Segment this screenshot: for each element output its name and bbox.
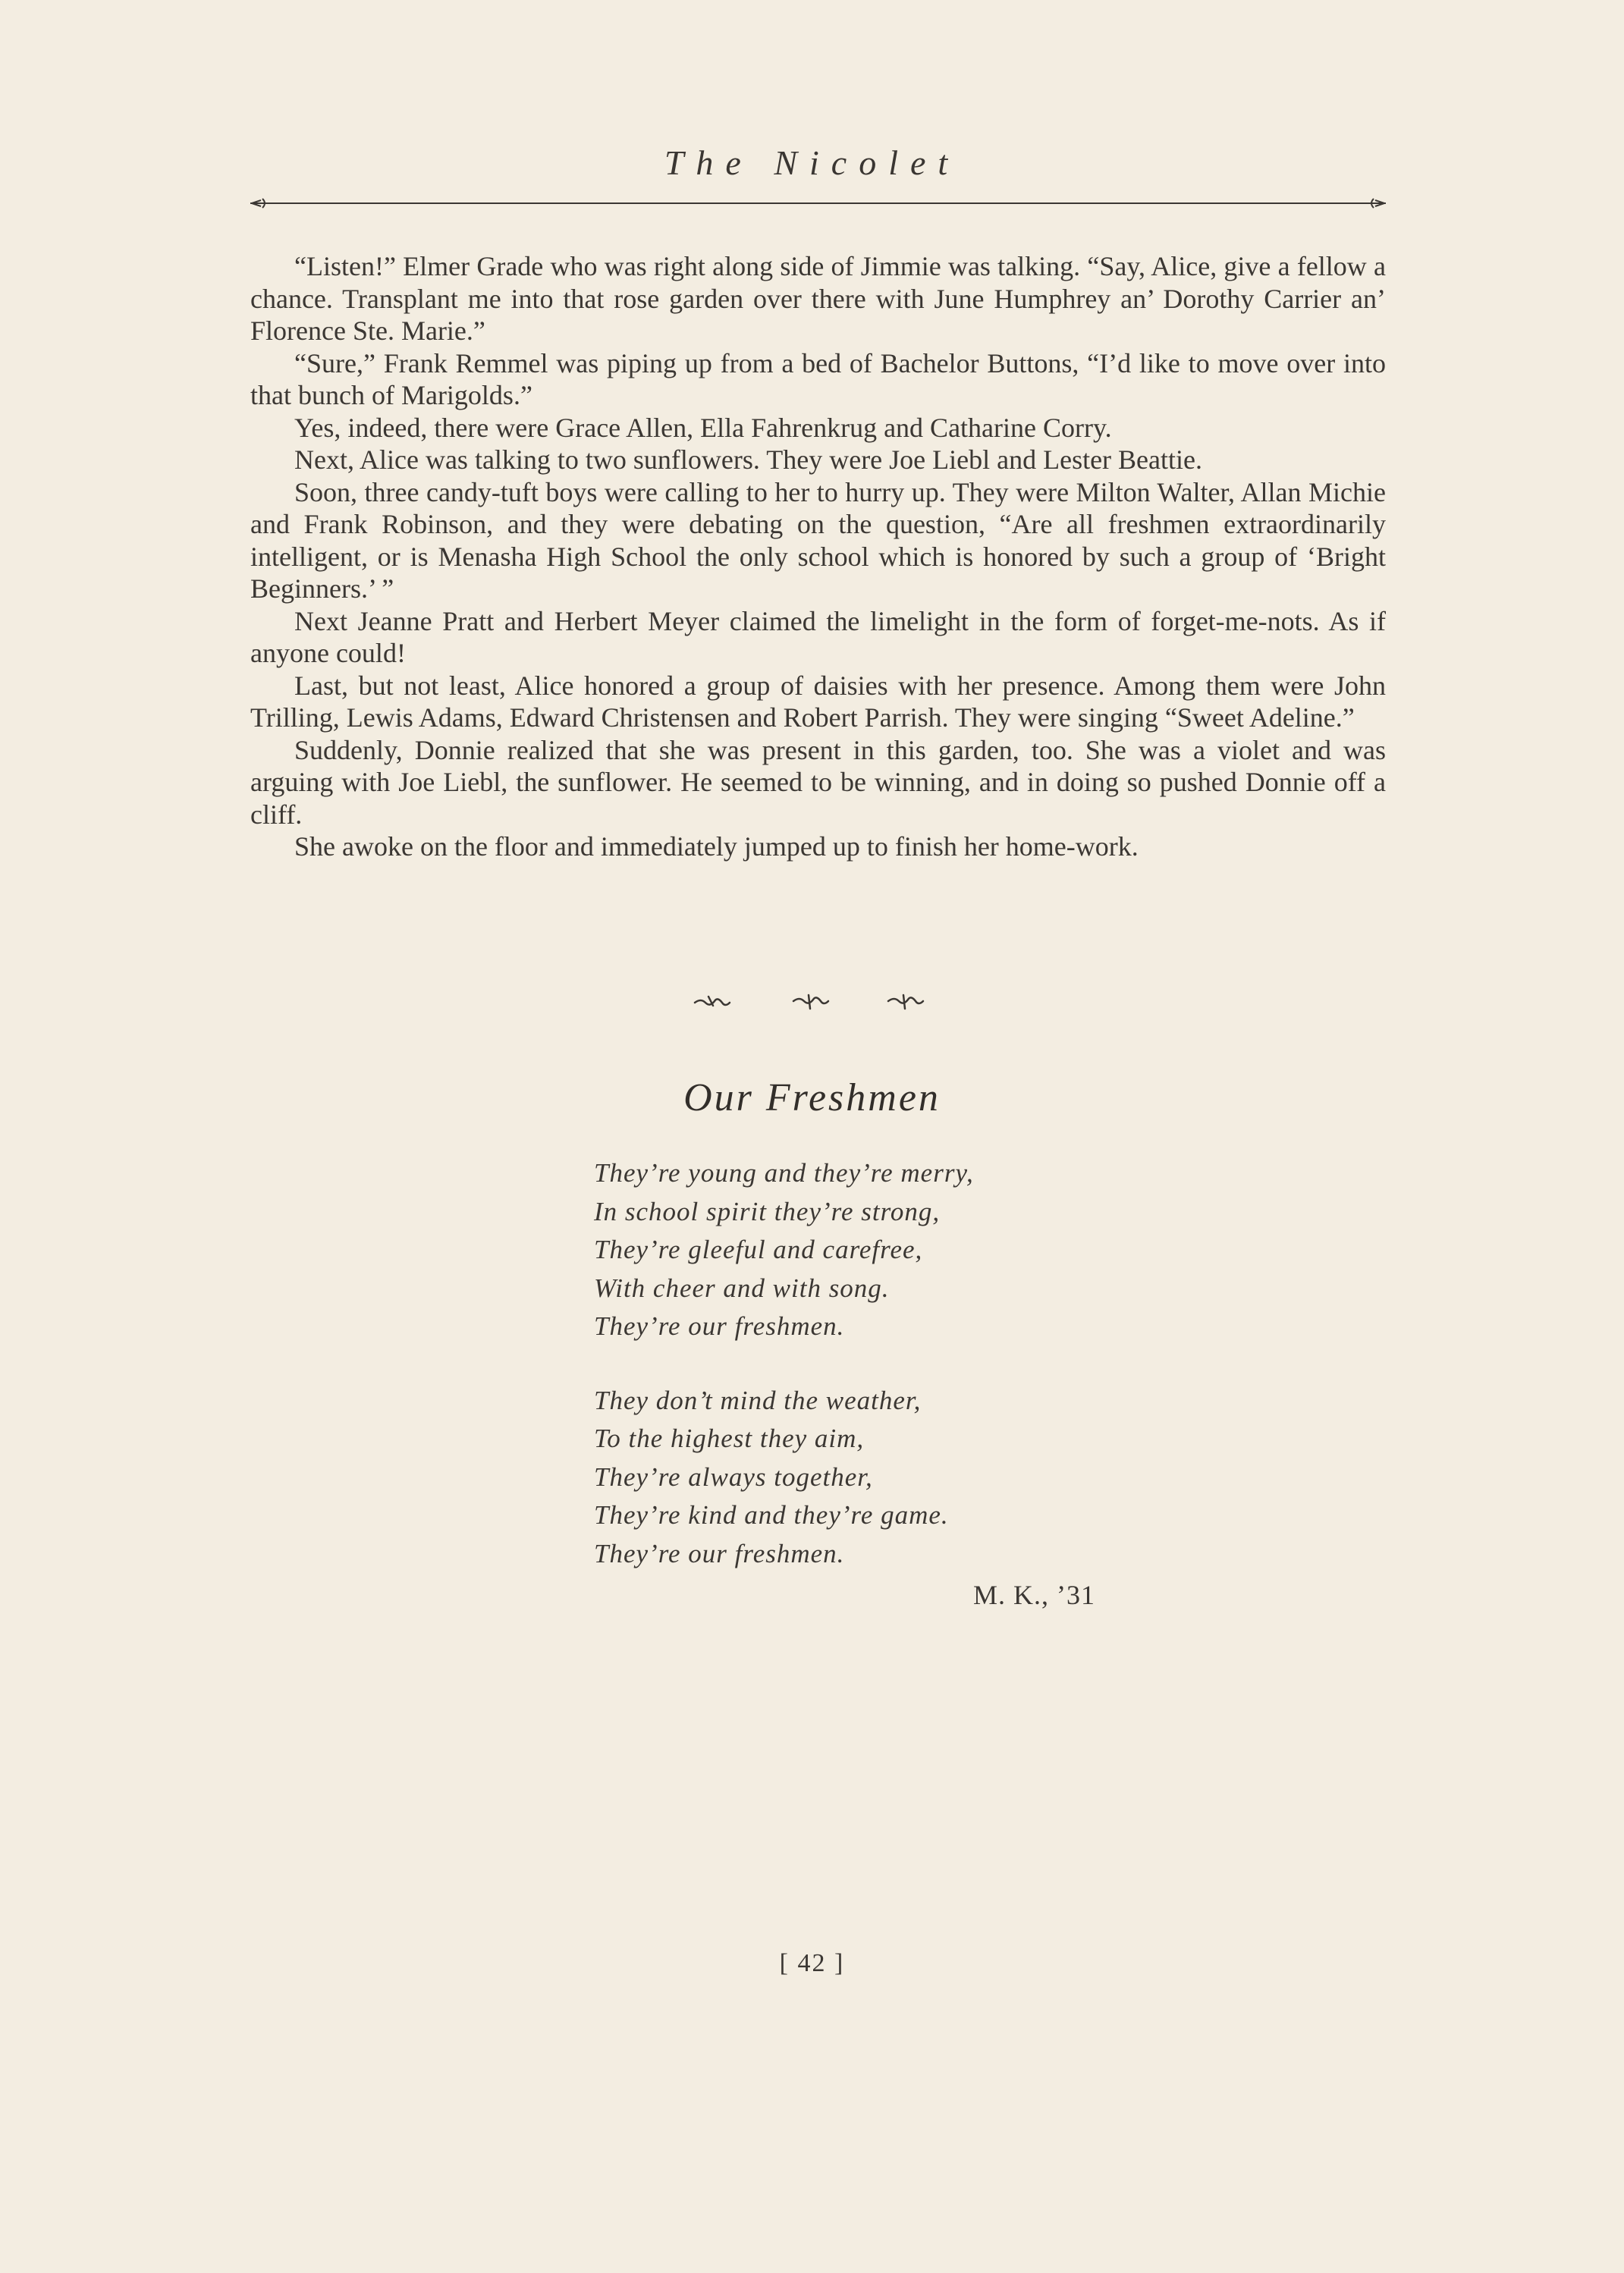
poem-line: They’re young and they’re merry,: [594, 1158, 974, 1188]
poem-line: With cheer and with song.: [594, 1273, 890, 1303]
poem-line: They’re our freshmen.: [594, 1538, 845, 1568]
poem-stanza: [594, 1382, 1125, 1574]
poem-signature: M. K., ’31: [973, 1580, 1095, 1610]
poem-line: To the highest they aim,: [594, 1424, 865, 1453]
poem-line: In school spirit they’re strong,: [594, 1196, 941, 1226]
paragraph: She awoke on the floor and immediately jumped up to finish her home-work.: [294, 831, 1139, 862]
running-title: The Nicolet: [664, 143, 960, 182]
paragraph: “Listen!” Elmer Grade who was right along side of Jimmie was talking. “Say, Alice, give a fellow a chance. Transplant me into that rose garden over there with June Humphrey an’ Dorothy Carrier an’ Florence Ste. Marie.”: [250, 251, 1386, 346]
page-number: [ 42 ]: [779, 1949, 845, 1977]
paragraph: Yes, indeed, there were Grace Allen, Ella Fahrenkrug and Catharine Corry.: [294, 412, 1112, 443]
fleuron-icon: [888, 995, 923, 1009]
poem-line: They’re our freshmen.: [594, 1311, 845, 1341]
poem-line: They’re always together,: [594, 1461, 873, 1492]
poem-line: They’re kind and they’re game.: [594, 1500, 949, 1530]
paragraph: Next, Alice was talking to two sunflowers. They were Joe Liebl and Lester Beattie.: [294, 444, 1202, 475]
paragraph: Next Jeanne Pratt and Herbert Meyer claimed the limelight in the form of forget-me-nots. As if anyone could!: [250, 605, 1386, 668]
paragraph: Soon, three candy-tuft boys were calling to her to hurry up. They were Milton Walter, Allan Michie and Frank Robinson, and they were debating on the question, “Are all freshmen extraordinarily intelligent, or is Menasha High School the only school which is honored by such a group of ‘Bright Beginners.’ ”: [250, 476, 1386, 604]
story-text: [250, 250, 1386, 863]
paragraph: Suddenly, Donnie realized that she was present in this garden, too. She was a violet and was arguing with Joe Liebl, the sunflower. He seemed to be winning, and in doing so pushed Donnie off a cliff.: [250, 734, 1386, 830]
poem-stanza: [594, 1154, 1125, 1346]
poem-title: Our Freshmen: [683, 1076, 941, 1119]
header-rule: [250, 196, 1386, 211]
section-ornaments: [0, 992, 1624, 1015]
paragraph: “Sure,” Frank Remmel was piping up from a bed of Bachelor Buttons, “I’d like to move over into that bunch of Marigolds.”: [250, 347, 1386, 410]
fleuron-icon: [695, 997, 730, 1006]
poem: [594, 1154, 1125, 1609]
paragraph: Last, but not least, Alice honored a group of daisies with her presence. Among them were John Trilling, Lewis Adams, Edward Christensen and Robert Parrish. They were singing “Sweet Adeline.”: [250, 670, 1386, 733]
poem-line: They don’t mind the weather,: [594, 1385, 922, 1415]
poem-line: They’re gleeful and carefree,: [594, 1235, 923, 1264]
fleuron-icon: [793, 995, 828, 1009]
